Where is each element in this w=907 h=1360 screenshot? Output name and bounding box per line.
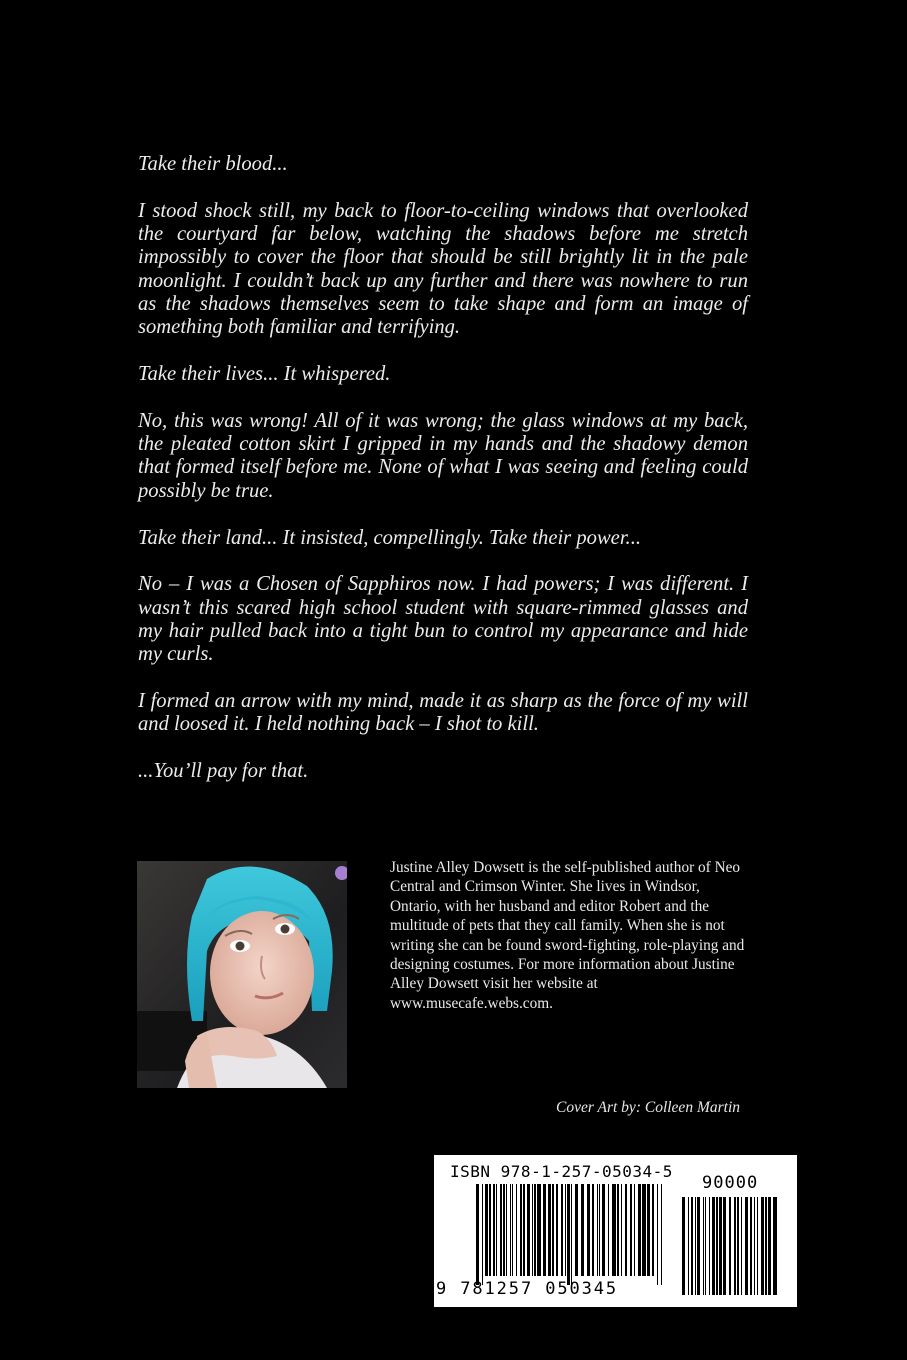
barcode-bar	[625, 1184, 627, 1276]
barcode-bar	[567, 1184, 570, 1285]
author-photo	[137, 861, 347, 1088]
barcode-bar	[602, 1184, 605, 1276]
barcode-bar	[597, 1184, 598, 1276]
barcode-bar	[754, 1197, 755, 1295]
barcode-bar	[510, 1184, 511, 1276]
barcode-bar	[537, 1184, 541, 1276]
barcode-bar	[757, 1197, 758, 1295]
barcode-bar	[634, 1184, 635, 1276]
barcode-bar	[765, 1197, 767, 1295]
back-cover-blurb	[138, 153, 748, 807]
barcode-bar	[520, 1184, 522, 1276]
blurb-paragraph: I stood shock still, my back to floor-to-ceiling windows that overlooked the courtyard far below, watching the shadows before me stretch impossibly to cover the floor that should be still brightly lit in the pale moonlight. I couldn’t back up any further and there was nowhere to run as the shadows themselves seem to take shape and form an image of something both familiar and terrifying.	[138, 199, 748, 339]
barcode-bar	[761, 1197, 764, 1295]
barcode-bar	[500, 1184, 502, 1276]
price-code: 90000	[702, 1173, 759, 1193]
barcode-bar	[476, 1184, 479, 1285]
barcode-bar	[612, 1184, 616, 1276]
barcode-bar	[657, 1184, 658, 1285]
cover-art-credit: Cover Art by: Colleen Martin	[556, 1099, 740, 1116]
barcode-bar	[630, 1184, 632, 1276]
isbn-barcode	[434, 1155, 797, 1307]
barcode-bar	[534, 1184, 536, 1276]
barcode-bar	[527, 1184, 530, 1276]
blurb-paragraph: Take their lives... It whispered.	[138, 363, 391, 386]
barcode-bar	[647, 1184, 650, 1276]
isbn-label: ISBN 978-1-257-05034-5	[450, 1162, 673, 1181]
barcode-bar	[608, 1184, 609, 1276]
barcode-bar	[716, 1197, 718, 1295]
barcode-bar	[561, 1184, 563, 1276]
barcode-bar	[729, 1197, 731, 1295]
barcode-bar	[682, 1197, 685, 1295]
barcode-bar	[712, 1197, 715, 1295]
barcode-bar	[575, 1184, 578, 1276]
barcode-bar	[581, 1184, 584, 1276]
blurb-paragraph: No, this was wrong! All of it was wrong; the glass windows at my back, the pleated cotton skirt I gripped in my hands and the shadowy demon that formed itself before me. None of what I was seeing and feeling could possibly be true.	[138, 409, 748, 502]
barcode-bar	[773, 1197, 777, 1295]
barcode-bar	[719, 1197, 722, 1295]
barcode-bar	[741, 1197, 742, 1295]
barcode-bar	[621, 1184, 622, 1276]
barcode-bar	[697, 1197, 700, 1295]
barcode-bar	[587, 1184, 590, 1276]
barcode-bar	[737, 1197, 739, 1295]
blurb-paragraph: Take their land... It insisted, compellingly. Take their power...	[138, 526, 641, 549]
blurb-paragraph: No – I was a Chosen of Sapphiros now. I had powers; I was different. I wasn’t this scared high school student with square-rimmed glasses and my hair pulled back into a tight bun to control my appearance and hide my curls.	[138, 573, 748, 666]
blurb-paragraph: I formed an arrow with my mind, made it as sharp as the force of my will and loosed it. I held nothing back – I shot to kill.	[138, 690, 748, 736]
barcode-bar	[565, 1184, 566, 1276]
barcode-bar	[516, 1184, 517, 1276]
barcode-bar	[688, 1197, 689, 1295]
barcode-bar	[489, 1184, 491, 1276]
barcode-bar	[571, 1184, 572, 1285]
barcode-bar	[661, 1184, 662, 1285]
barcode-bar	[768, 1197, 771, 1295]
barcode-bar	[532, 1184, 533, 1276]
barcode-bar	[503, 1184, 505, 1276]
barcode-bar	[548, 1184, 551, 1276]
barcode-bar	[703, 1197, 704, 1295]
barcode-bar	[695, 1197, 696, 1295]
barcode-bar	[485, 1184, 488, 1276]
barcode-bar	[709, 1197, 710, 1295]
barcode-bar	[493, 1184, 495, 1276]
ean-digits: 9 781257 050345	[436, 1279, 619, 1299]
blurb-paragraph: ...You’ll pay for that.	[138, 760, 309, 783]
barcode-bar	[556, 1184, 558, 1276]
barcode-bar	[482, 1184, 483, 1285]
barcode-bar	[638, 1184, 641, 1276]
barcode-bar	[734, 1197, 736, 1295]
barcode-bar	[496, 1184, 497, 1276]
barcode-bar	[592, 1184, 594, 1276]
barcode-bar	[750, 1197, 752, 1295]
barcode-bar	[705, 1197, 706, 1295]
barcode-bar	[642, 1184, 646, 1276]
author-bio: Justine Alley Dowsett is the self-published author of Neo Central and Crimson Winter. She lives in Windsor, Ontario, with her husband and editor Robert and the multitude of pets that they call family. When she is not writing she can be found sword-fighting, role-playing and designing costumes. For more information about Justine Alley Dowsett visit her website at www.musecafe.webs.com.	[390, 859, 745, 1012]
barcode-bar	[652, 1184, 654, 1276]
barcode-bar	[617, 1184, 619, 1276]
barcode-bar	[543, 1184, 546, 1276]
blurb-paragraph: Take their blood...	[138, 153, 288, 175]
barcode-bar	[523, 1184, 525, 1276]
barcode-bar	[506, 1184, 507, 1276]
barcode-bar	[512, 1184, 513, 1276]
barcode-bar	[599, 1184, 600, 1276]
barcode-bar	[691, 1197, 693, 1295]
barcode-bar	[552, 1184, 554, 1276]
barcode-bar	[745, 1197, 748, 1295]
barcode-bar	[723, 1197, 726, 1295]
